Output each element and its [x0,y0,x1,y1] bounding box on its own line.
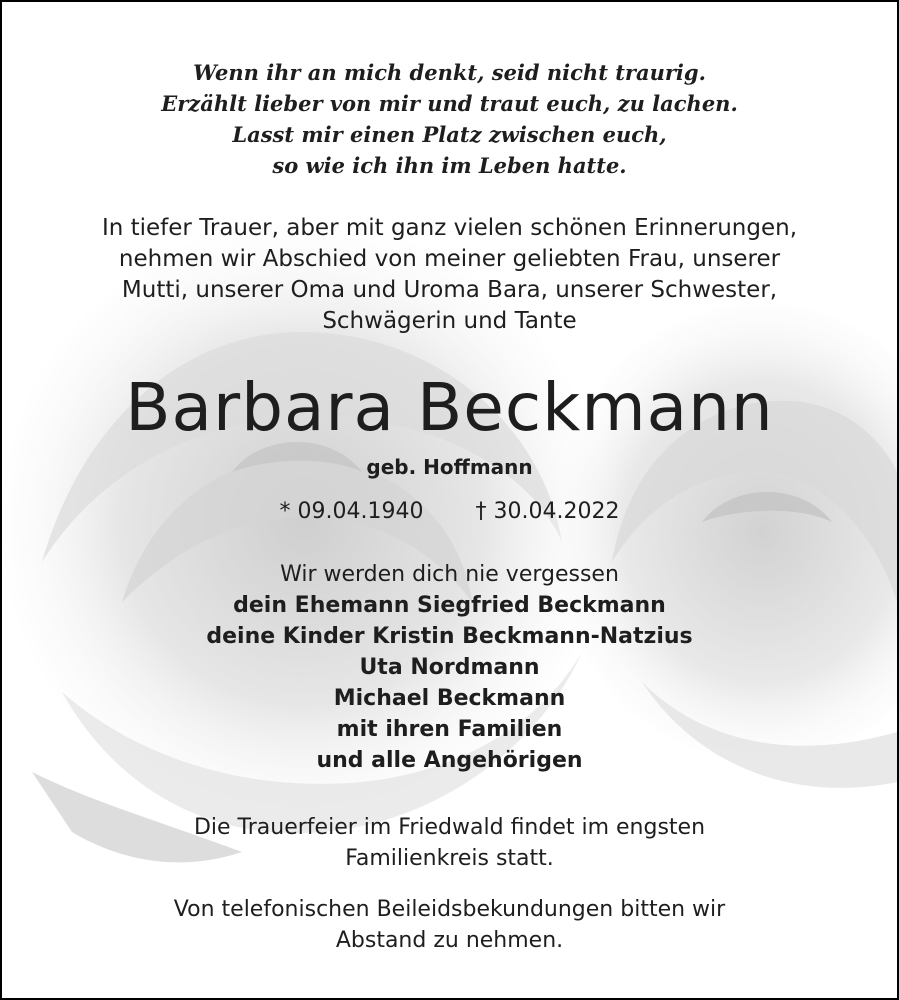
mourner-line-3: Uta Nordmann [359,655,540,680]
condolence-line-2: Abstand zu nehmen. [335,928,564,953]
mourner-line-4: Michael Beckmann [333,686,566,711]
mourner-line-5: mit ihren Familien [336,717,563,742]
maiden-name: geb. Hoffmann [366,455,533,479]
funeral-line-1: Die Trauerfeier im Friedwald findet im engsten [193,815,706,840]
life-dates [2,497,897,527]
poem-line-4: so wie ich ihn im Leben hatte. [272,153,627,178]
intro-line-4: Schwägerin und Tante [322,308,577,334]
condolence-line-1: Von telefonischen Beileidsbekundungen bitten wir [173,897,726,922]
birth-date: * 09.04.1940 [279,499,424,524]
deceased-name: Barbara Beckmann [125,369,774,446]
mourner-line-1: dein Ehemann Siegfried Beckmann [233,593,666,618]
intro-line-3: Mutti, unserer Oma und Uroma Bara, unserer Schwester, [121,277,778,303]
poem-line-3: Lasst mir einen Platz zwischen euch, [232,122,667,147]
mourner-line-2: deine Kinder Kristin Beckmann-Natzius [206,624,693,649]
poem-line-2: Erzählt lieber von mir und traut euch, zu lachen. [161,91,738,116]
intro-line-2: nehmen wir Abschied von meiner geliebten Frau, unserer [118,246,781,272]
poem-line-1: Wenn ihr an mich denkt, seid nicht traurig. [193,60,706,85]
mourners-intro: Wir werden dich nie vergessen [280,562,619,587]
mourner-line-6: und alle Angehörigen [316,748,583,773]
funeral-line-2: Familienkreis statt. [345,846,554,871]
intro-line-1: In tiefer Trauer, aber mit ganz vielen schönen Erinnerungen, [101,215,798,241]
death-date: † 30.04.2022 [475,499,620,524]
